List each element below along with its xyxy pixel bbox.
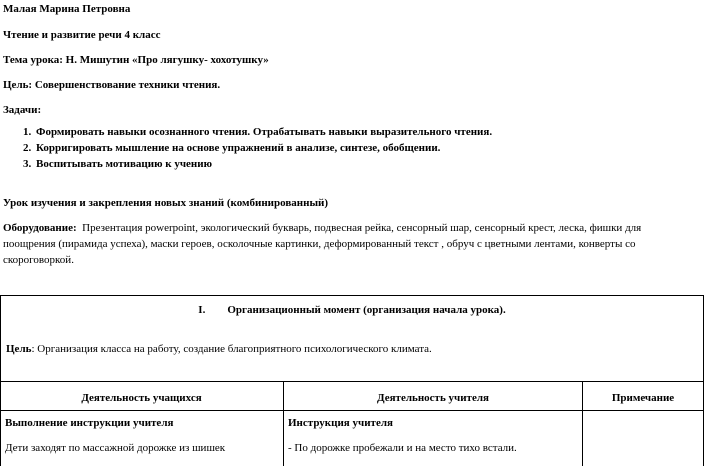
- task-item: 2. Корригировать мышление на основе упражнений в анализе, синтезе, обобщении.: [34, 140, 492, 156]
- column-header-notes: Примечание: [611, 392, 675, 404]
- teacher-name: Малая Марина Петровна: [3, 3, 131, 15]
- column-header-teacher: Деятельность учителя: [377, 392, 489, 404]
- column-header-students: Деятельность учащихся: [81, 392, 202, 404]
- task-item: 3. Воспитывать мотивацию к учению: [34, 156, 492, 172]
- section-goal-label: Цель: [6, 343, 32, 355]
- tasks-list: [0, 124, 492, 172]
- lesson-table: [0, 295, 704, 466]
- students-activity-text: Дети заходят по массажной дорожке из шишек: [5, 442, 226, 454]
- section-heading: [0, 304, 704, 317]
- lesson-goal: Цель: Совершенствование техники чтения.: [3, 79, 221, 91]
- section-goal: [6, 343, 432, 356]
- task-item: 1. Формировать навыки осознанного чтения. Отрабатывать навыки выразительного чтения.: [34, 124, 492, 140]
- equipment-paragraph: [3, 220, 693, 268]
- students-activity-title: Выполнение инструкции учителя: [5, 417, 174, 429]
- tasks-title: Задачи:: [3, 104, 42, 116]
- lesson-topic: Тема урока: Н. Мишутин «Про лягушку- хохотушку»: [3, 54, 269, 66]
- section-number: I.: [198, 304, 206, 316]
- teacher-activity-text: - По дорожке пробежали и на место тихо встали.: [288, 442, 517, 454]
- section-title: Организационный момент (организация начала урока).: [227, 304, 506, 316]
- section-goal-text: : Организация класса на работу, создание благоприятного психологического климата.: [31, 343, 432, 355]
- teacher-activity-title: Инструкция учителя: [288, 417, 393, 429]
- lesson-type: Урок изучения и закрепления новых знаний (комбинированный): [3, 197, 329, 209]
- equipment-text: Презентация powerpoint, экологический букварь, подвесная рейка, сенсорный шар, сенсорный крест, леска, фишки для поощрения (пирамида успеха), маски героев, осколочные картинки, деформированный текст , обруч с цветными лентами, конверты со скороговоркой.: [3, 222, 642, 266]
- subject-line: Чтение и развитие речи 4 класс: [3, 29, 161, 41]
- equipment-label: Оборудование:: [3, 222, 77, 234]
